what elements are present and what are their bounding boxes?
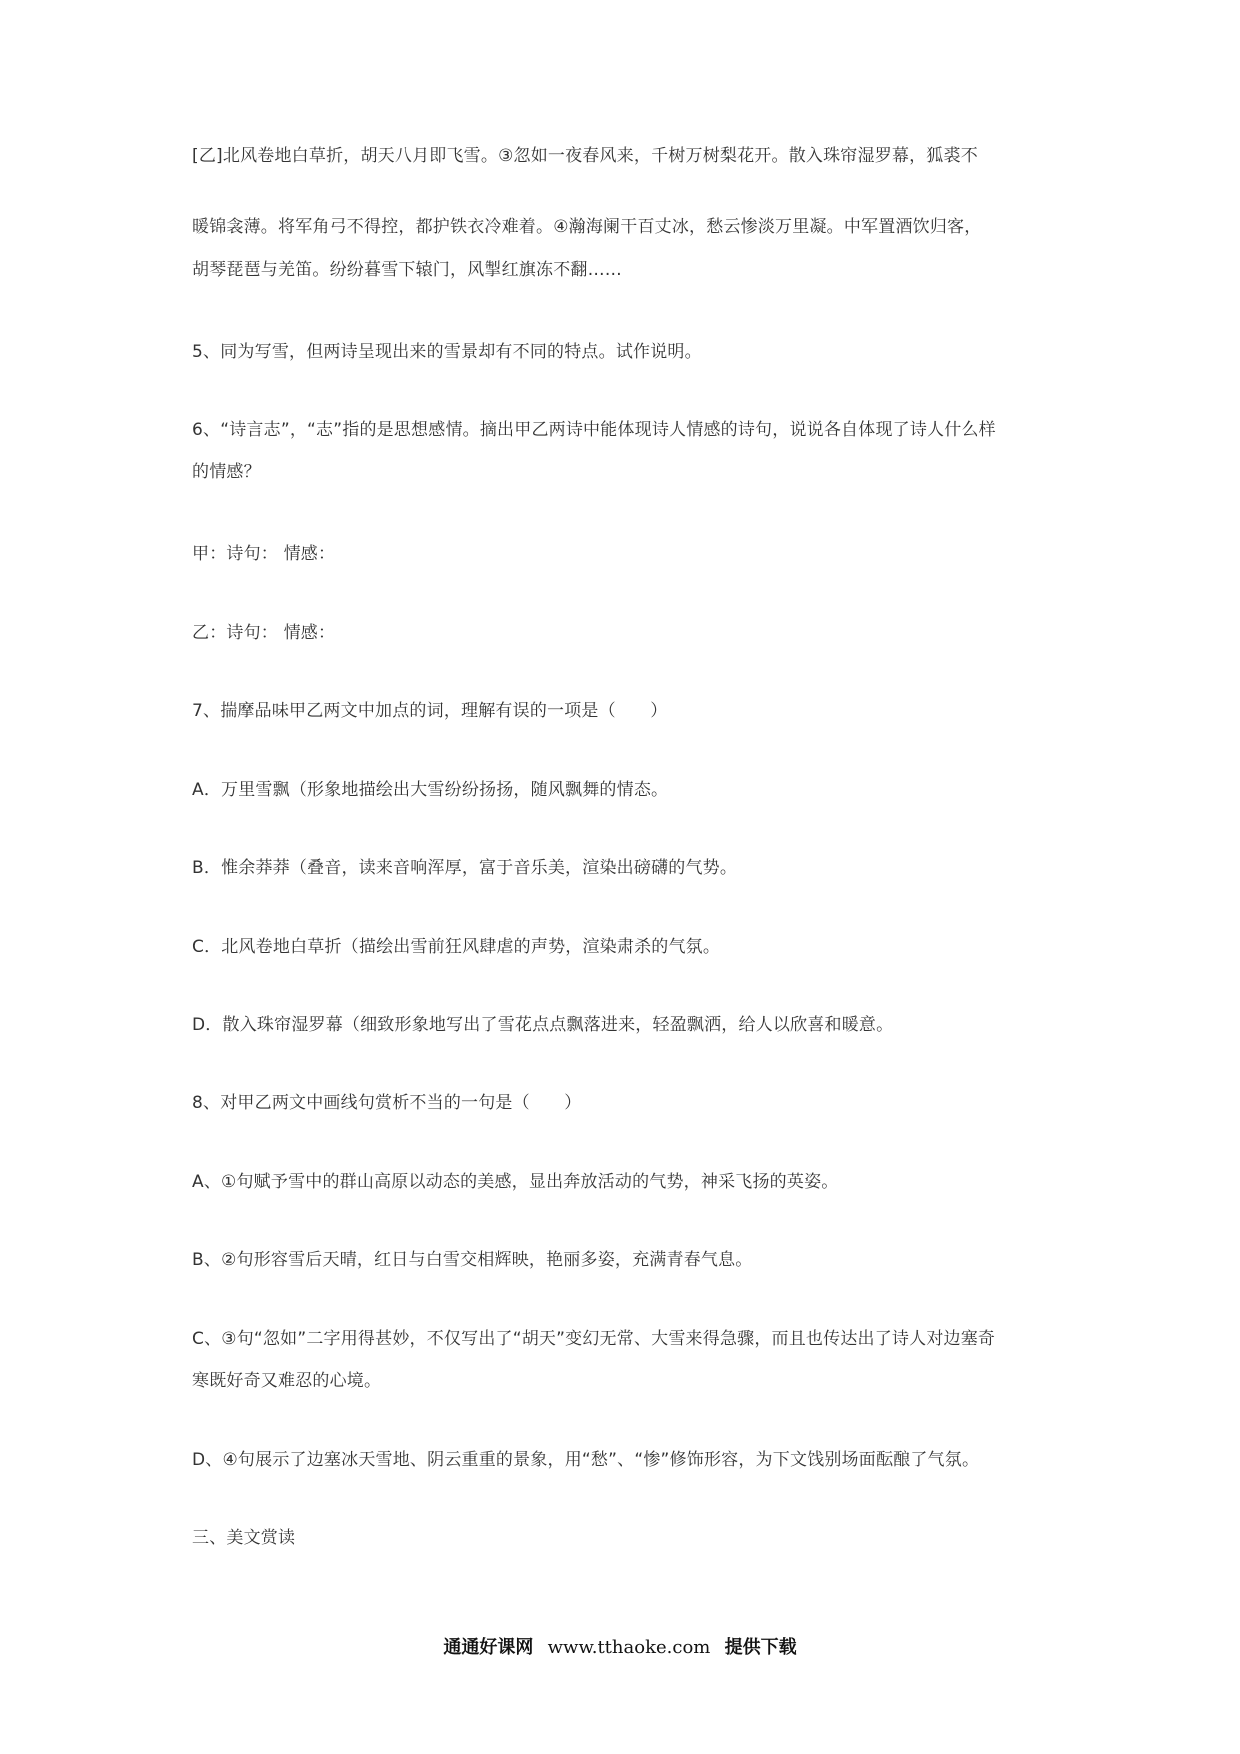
footer-suffix: 提供下载 (724, 1637, 797, 1658)
footer-site-name: 通通好课网 (443, 1637, 534, 1658)
question-8-option-c-line-1: C、③句“忽如”二字用得甚妙，不仅写出了“胡天”变幻无常、大雪来得急骤，而且也传达出了诗人对边塞奇 (192, 1329, 996, 1349)
question-6-yi: 乙：诗句： 情感： (192, 623, 336, 643)
footer-url: www.tthaoke.com (547, 1637, 711, 1658)
question-6-line-2: 的情感？ (192, 462, 261, 482)
question-8-option-c-line-2: 寒既好奇又难忍的心境。 (192, 1371, 382, 1391)
poem-yi-line-2: 暖锦衾薄。将军角弓不得控，都护铁衣冷难着。④瀚海阑干百丈冰，愁云惨淡万里凝。中军置酒饮归客， (192, 217, 982, 237)
question-6-line-1: 6、“诗言志”，“志”指的是思想感情。摘出甲乙两诗中能体现诗人情感的诗句，说说各自体现了诗人什么样 (192, 420, 996, 440)
question-8-option-a: A、①句赋予雪中的群山高原以动态的美感，显出奔放活动的气势，神采飞扬的英姿。 (192, 1172, 839, 1192)
question-8-option-d: D、④句展示了边塞冰天雪地、阴云重重的景象，用“愁”、“惨”修饰形容，为下文饯别场面酝酿了气氛。 (192, 1450, 980, 1470)
poem-yi-line-1: [乙]北风卷地白草折，胡天八月即飞雪。③忽如一夜春风来，千树万树梨花开。散入珠帘湿罗幕，狐裘不 (192, 146, 978, 166)
question-6-jia: 甲：诗句： 情感： (192, 544, 336, 564)
question-7-option-c: C．北风卷地白草折（描绘出雪前狂风肆虐的声势，渲染肃杀的气氛。 (192, 937, 721, 957)
question-5: 5、同为写雪，但两诗呈现出来的雪景却有不同的特点。试作说明。 (192, 342, 702, 362)
question-7-stem: 7、揣摩品味甲乙两文中加点的词，理解有误的一项是（ ） (192, 701, 668, 721)
question-8-stem: 8、对甲乙两文中画线句赏析不当的一句是（ ） (192, 1093, 582, 1113)
question-8-option-b: B、②句形容雪后天晴，红日与白雪交相辉映，艳丽多姿，充满青春气息。 (192, 1250, 753, 1270)
section-3-heading: 三、美文赏读 (192, 1528, 296, 1548)
download-footer (0, 1636, 1240, 1660)
question-7-option-a: A．万里雪飘（形象地描绘出大雪纷纷扬扬，随风飘舞的情态。 (192, 780, 669, 800)
poem-yi-line-3: 胡琴琵琶与羌笛。纷纷暮雪下辕门，风掣红旗冻不翻…… (192, 260, 622, 280)
question-7-option-b: B．惟余莽莽（叠音，读来音响浑厚，富于音乐美，渲染出磅礴的气势。 (192, 858, 738, 878)
question-7-option-d: D．散入珠帘湿罗幕（细致形象地写出了雪花点点飘落进来，轻盈飘洒，给人以欣喜和暖意。 (192, 1015, 894, 1035)
